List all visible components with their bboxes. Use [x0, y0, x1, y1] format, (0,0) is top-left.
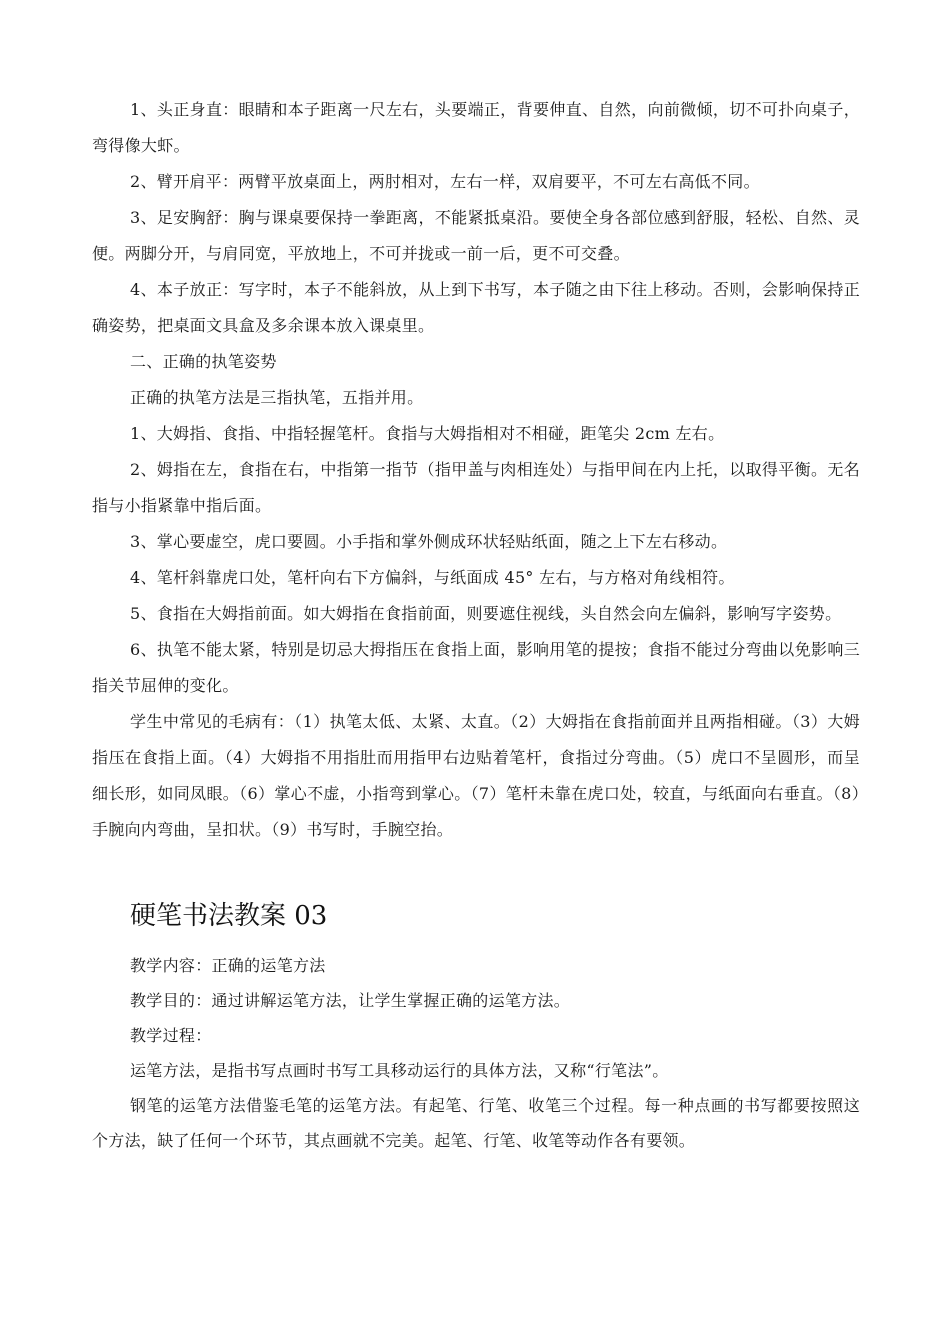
paragraph: 2、臂开肩平：两臂平放桌面上，两肘相对，左右一样，双肩要平，不可左右高低不同。	[130, 172, 760, 191]
paragraph: 教学目的：通过讲解运笔方法，让学生掌握正确的运笔方法。	[130, 991, 571, 1010]
paragraph: 运笔方法，是指书写点画时书写工具移动运行的具体方法，又称“行笔法”。	[130, 1061, 669, 1080]
paragraph: 正确的执笔方法是三指执笔，五指并用。	[130, 388, 424, 407]
section-posture	[92, 92, 860, 848]
document-page	[92, 92, 860, 1158]
paragraph: 2、姆指在左，食指在右，中指第一指节（指甲盖与肉相连处）与指甲间在内上托，以取得平衡。无名指与小指紧靠中指后面。	[92, 460, 860, 515]
paragraph: 学生中常见的毛病有：（1）执笔太低、太紧、太直。（2）大姆指在食指前面并且两指相碰。（3）大姆指压在食指上面。（4）大姆指不用指肚而用指甲右边贴着笔杆，食指过分弯曲。（5）虎口不呈圆形，而呈细长形，如同凤眼。（6）掌心不虚，小指弯到掌心。（7）笔杆未靠在虎口处，较直，与纸面向右垂直。（8）手腕向内弯曲，呈扣状。（9）书写时，手腕空抬。	[92, 712, 860, 839]
paragraph: 1、大姆指、食指、中指轻握笔杆。食指与大姆指相对不相碰，距笔尖 2cm 左右。	[130, 424, 725, 443]
spacer	[92, 936, 860, 948]
paragraph: 4、本子放正：写字时，本子不能斜放，从上到下书写，本子随之由下往上移动。否则，会影响保持正确姿势，把桌面文具盒及多余课本放入课桌里。	[92, 280, 860, 335]
paragraph: 1、头正身直：眼睛和本子距离一尺左右，头要端正，背要伸直、自然，向前微倾，切不可扑向桌子，弯得像大虾。	[92, 100, 860, 155]
paragraph: 4、笔杆斜靠虎口处，笔杆向右下方偏斜，与纸面成 45° 左右，与方格对角线相符。	[130, 568, 735, 587]
spacer	[92, 848, 860, 896]
lesson-title: 硬笔书法教案 03	[130, 901, 328, 931]
section-subheading: 二、正确的执笔姿势	[130, 352, 277, 371]
paragraph: 3、足安胸舒：胸与课桌要保持一拳距离，不能紧抵桌沿。要使全身各部位感到舒服，轻松、自然、灵便。两脚分开，与肩同宽，平放地上，不可并拢或一前一后，更不可交叠。	[92, 208, 860, 263]
paragraph: 3、掌心要虚空，虎口要圆。小手指和掌外侧成环状轻贴纸面，随之上下左右移动。	[130, 532, 728, 551]
paragraph: 5、食指在大姆指前面。如大姆指在食指前面，则要遮住视线，头自然会向左偏斜，影响写字姿势。	[130, 604, 842, 623]
paragraph: 钢笔的运笔方法借鉴毛笔的运笔方法。有起笔、行笔、收笔三个过程。每一种点画的书写都要按照这个方法，缺了任何一个环节，其点画就不完美。起笔、行笔、收笔等动作各有要领。	[92, 1096, 860, 1150]
paragraph: 6、执笔不能太紧，特别是切忌大拇指压在食指上面，影响用笔的提按；食指不能过分弯曲以免影响三指关节屈伸的变化。	[92, 640, 860, 695]
section-pen-movement	[92, 948, 860, 1158]
paragraph: 教学过程：	[130, 1026, 212, 1045]
paragraph: 教学内容：正确的运笔方法	[130, 956, 326, 975]
